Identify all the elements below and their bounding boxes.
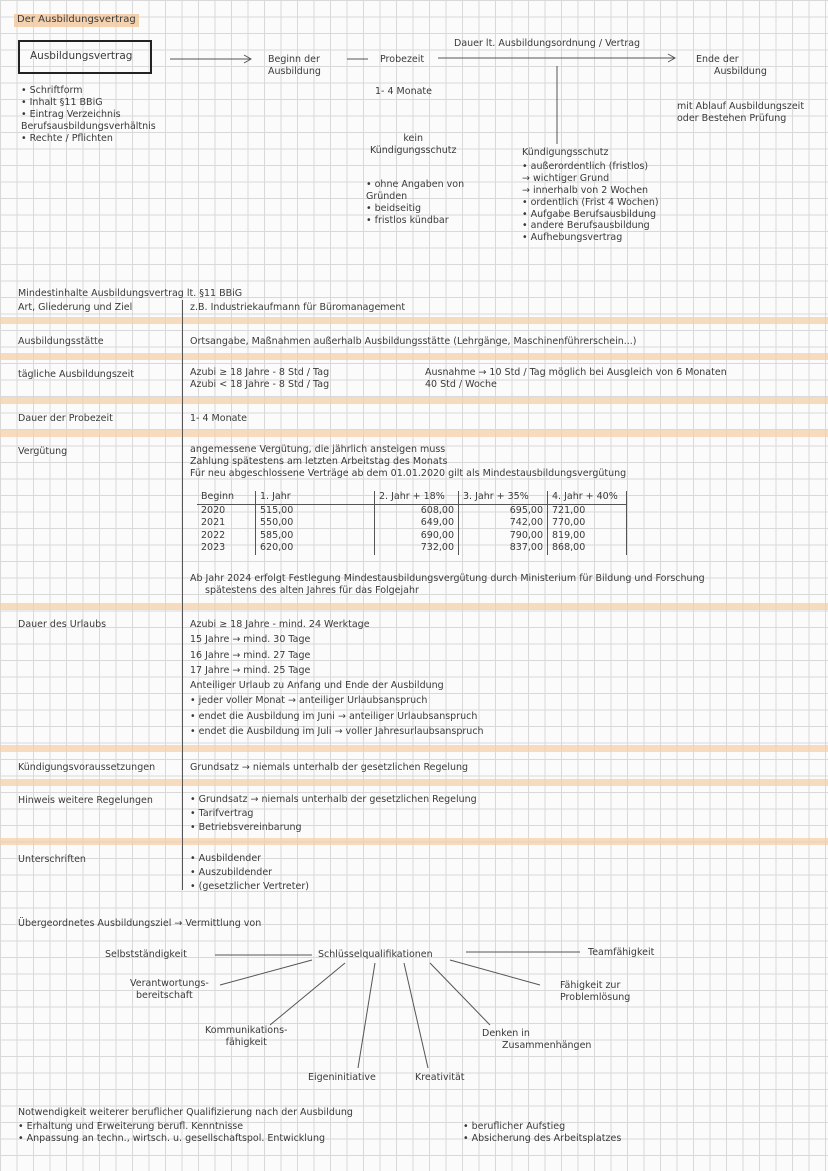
row-label-verguetung: Vergütung xyxy=(18,446,68,457)
table-row: 2022 585,00 690,00 790,00 819,00 xyxy=(197,530,627,543)
mm-eigen: Eigeninitiative xyxy=(308,1072,376,1083)
table-row: 2023 620,00 732,00 837,00 868,00 xyxy=(197,542,627,555)
kein-kuendigungsschutz-list: • ohne Angaben von Gründen • beidseitig • fristlos kündbar xyxy=(366,179,465,226)
probezeit-label: Probezeit xyxy=(380,54,425,65)
mm-center: Schlüsselqualifikationen xyxy=(318,949,433,960)
ende-label: Ende der Ausbildung xyxy=(696,54,767,77)
kuendigungsschutz-list: • außerordentlich (fristlos) → wichtiger Grund → innerhalb von 2 Wochen • ordentlich (Frist 4 Wochen) • Aufgabe Berufsausbildung • andere Berufsausbildung • Aufhebungsvertrag xyxy=(522,161,659,244)
row-label-probe: Dauer der Probezeit xyxy=(18,413,113,424)
kuendigungsschutz-title: Kündigungsschutz xyxy=(522,147,609,158)
row-divider xyxy=(0,430,828,437)
row-label-staette: Ausbildungsstätte xyxy=(18,336,104,347)
row-divider xyxy=(0,353,828,360)
verguetung-table xyxy=(197,491,627,555)
column-divider xyxy=(182,300,183,890)
unterschriften-lines: • Ausbildender • Auszubildender • (gesetzlicher Vertreter) xyxy=(190,853,309,892)
row-divider xyxy=(0,397,828,404)
hinweis-lines: • Grundsatz → niemals unterhalb der gesetzlichen Regelung • Tarifvertrag • Betriebsvereinbarung xyxy=(190,794,477,833)
row-extra-zeit: Ausnahme → 10 Std / Tag möglich bei Ausgleich von 6 Monaten 40 Std / Woche xyxy=(425,367,727,390)
urlaub-lines: Azubi ≥ 18 Jahre - mind. 24 Werktage 15 Jahre → mind. 30 Tage 16 Jahre → mind. 27 Tage 17 Jahre → mind. 25 Tage Anteiliger Urlaub zu Anfang und Ende der Ausbildung • jeder voller Monat → anteiliger Urlaubsanspruch • endet die Ausbildung im Juni → anteiliger Urlaubsanspruch • endet die Ausbildung im Juli → voller Jahresurlaubsanspruch xyxy=(190,619,484,738)
row-divider xyxy=(0,317,828,324)
page-title: Der Ausbildungsvertrag xyxy=(14,14,139,27)
row-label-unterschriften: Unterschriften xyxy=(18,854,86,865)
beginn-label: Beginn der Ausbildung xyxy=(268,54,321,77)
box-label: Ausbildungsvertrag xyxy=(30,50,133,62)
row-text-probe: 1- 4 Monate xyxy=(190,413,247,424)
mm-problem: Fähigkeit zur Problemlösung xyxy=(559,980,631,1003)
verguetung-header-row: Beginn 1. Jahr 2. Jahr + 18% 3. Jahr + 35% 4. Jahr + 40% xyxy=(197,491,627,504)
row-divider xyxy=(0,603,828,610)
row-text-art: z.B. Industriekaufmann für Büromanagement xyxy=(190,302,406,313)
row-label-urlaub: Dauer des Urlaubs xyxy=(18,619,107,630)
row-label-kuendigung: Kündigungsvoraussetzungen xyxy=(18,762,156,773)
mm-selbst: Selbstständigkeit xyxy=(105,949,187,960)
dauer-label: Dauer lt. Ausbildungsordnung / Vertrag xyxy=(454,38,641,49)
row-label-zeit: tägliche Ausbildungszeit xyxy=(18,369,134,380)
row-text-staette: Ortsangabe, Maßnahmen außerhalb Ausbildungsstätte (Lehrgänge, Maschinenführerschein...) xyxy=(190,336,637,347)
row-divider xyxy=(0,779,828,786)
table-row: 2021 550,00 649,00 742,00 770,00 xyxy=(197,517,627,530)
mm-team: Teamfähigkeit xyxy=(588,947,655,958)
row-lines-zeit: Azubi ≥ 18 Jahre - 8 Std / Tag Azubi < 18 Jahre - 8 Std / Tag xyxy=(190,367,330,390)
mm-verantwortung: Verantwortungs- bereitschaft xyxy=(130,978,209,1001)
kein-kuendigungsschutz-title: kein Kündigungsschutz xyxy=(370,133,457,156)
notwendigkeit-left: • Erhaltung und Erweiterung berufl. Kenntnisse • Anpassung an techn., wirtsch. u. gesellschaftspol. Entwicklung xyxy=(18,1121,326,1144)
row-divider xyxy=(0,745,828,752)
probezeit-dauer: 1- 4 Monate xyxy=(375,86,432,97)
row-text-kuendigung: Grundsatz → niemals unterhalb der gesetzlichen Regelung xyxy=(190,762,469,773)
notwendigkeit-heading: Notwendigkeit weiterer beruflicher Qualifizierung nach der Ausbildung xyxy=(18,1107,353,1118)
mm-kreativ: Kreativität xyxy=(415,1072,465,1083)
notwendigkeit-right: • beruflicher Aufstieg • Absicherung des Arbeitsplatzes xyxy=(463,1121,622,1144)
row-label-hinweis: Hinweis weitere Regelungen xyxy=(18,795,153,806)
mm-denken: Denken in Zusammenhängen xyxy=(482,1028,592,1051)
verguetung-footer: Ab Jahr 2024 erfolgt Festlegung Mindestausbildungsvergütung durch Ministerium für Bildung und Forschung spätestens des alten Jahres für das Folgejahr xyxy=(190,573,705,596)
ende-note: mit Ablauf Ausbildungszeit oder Bestehen Prüfung xyxy=(677,101,805,124)
ziel-heading: Übergeordnetes Ausbildungsziel → Vermittlung von xyxy=(18,918,262,929)
row-divider xyxy=(0,838,828,845)
vertrag-list: • Schriftform • Inhalt §11 BBiG • Eintrag Verzeichnis Berufsausbildungsverhältnis • Rechte / Pflichten xyxy=(21,85,156,144)
mm-kommunikation: Kommunikations- fähigkeit xyxy=(205,1025,288,1048)
table-row: 2020 515,00 608,00 695,00 721,00 xyxy=(197,504,627,517)
mindest-heading: Mindestinhalte Ausbildungsvertrag lt. §11 BBiG xyxy=(18,288,243,299)
row-label-art: Art, Gliederung und Ziel xyxy=(18,302,133,313)
verguetung-lines: angemessene Vergütung, die jährlich ansteigen muss Zahlung spätestens am letzten Arbeitstag des Monats Für neu abgeschlossene Verträge ab dem 01.01.2020 gilt als Mindestausbildungsvergütung xyxy=(190,444,627,479)
